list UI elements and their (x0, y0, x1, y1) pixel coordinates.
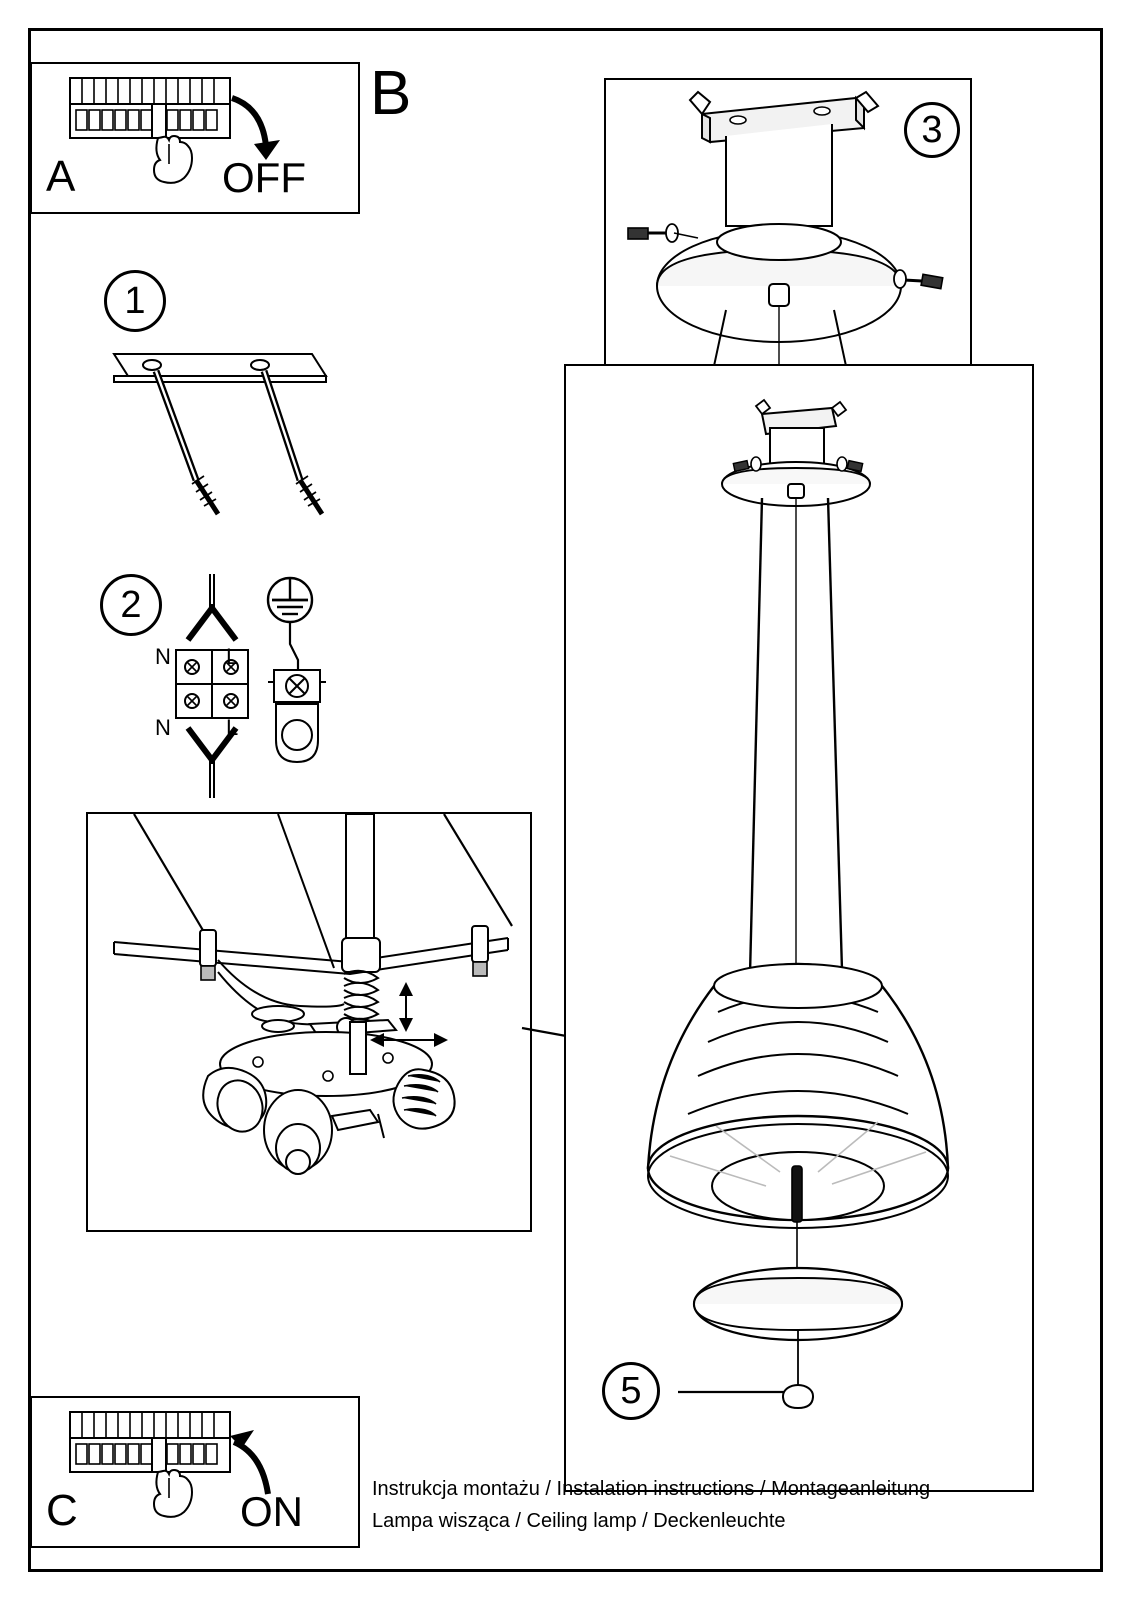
panel-a-action-label: OFF (222, 154, 306, 201)
earth-symbol-illustration (252, 570, 362, 780)
terminal-label-n-top: N (155, 644, 171, 669)
main-lamp-illustration (566, 366, 1032, 1490)
panel-breaker-on (30, 1396, 360, 1548)
panel-step-3 (604, 78, 972, 368)
terminal-label-n-bottom: N (155, 715, 171, 740)
breaker-off-illustration (32, 64, 358, 212)
terminal-label-l-bottom: L (226, 715, 239, 740)
step-4-illustration (88, 814, 530, 1230)
panel-main-assembly (564, 364, 1034, 1492)
panel-step-4-detail (86, 812, 532, 1232)
step-1-illustration (100, 344, 340, 534)
panel-c-letter: C (46, 1486, 78, 1535)
step-1-badge: 1 (104, 270, 166, 332)
step-3-badge: 3 (904, 102, 960, 158)
step-2-badge: 2 (100, 574, 162, 636)
breaker-on-illustration (32, 1398, 358, 1546)
panel-c-action-label: ON (240, 1488, 303, 1535)
terminal-label-l-top: L (226, 644, 239, 669)
panel-a-letter: A (46, 152, 76, 201)
section-letter-b: B (370, 59, 412, 128)
caption-line-1: Instrukcja montażu / Instalation instructions / Montageanleitung (372, 1478, 931, 1500)
step-5-badge: 5 (602, 1362, 660, 1420)
panel-breaker-off (30, 62, 360, 214)
caption-line-2: Lampa wisząca / Ceiling lamp / Deckenleuchte (372, 1510, 786, 1532)
